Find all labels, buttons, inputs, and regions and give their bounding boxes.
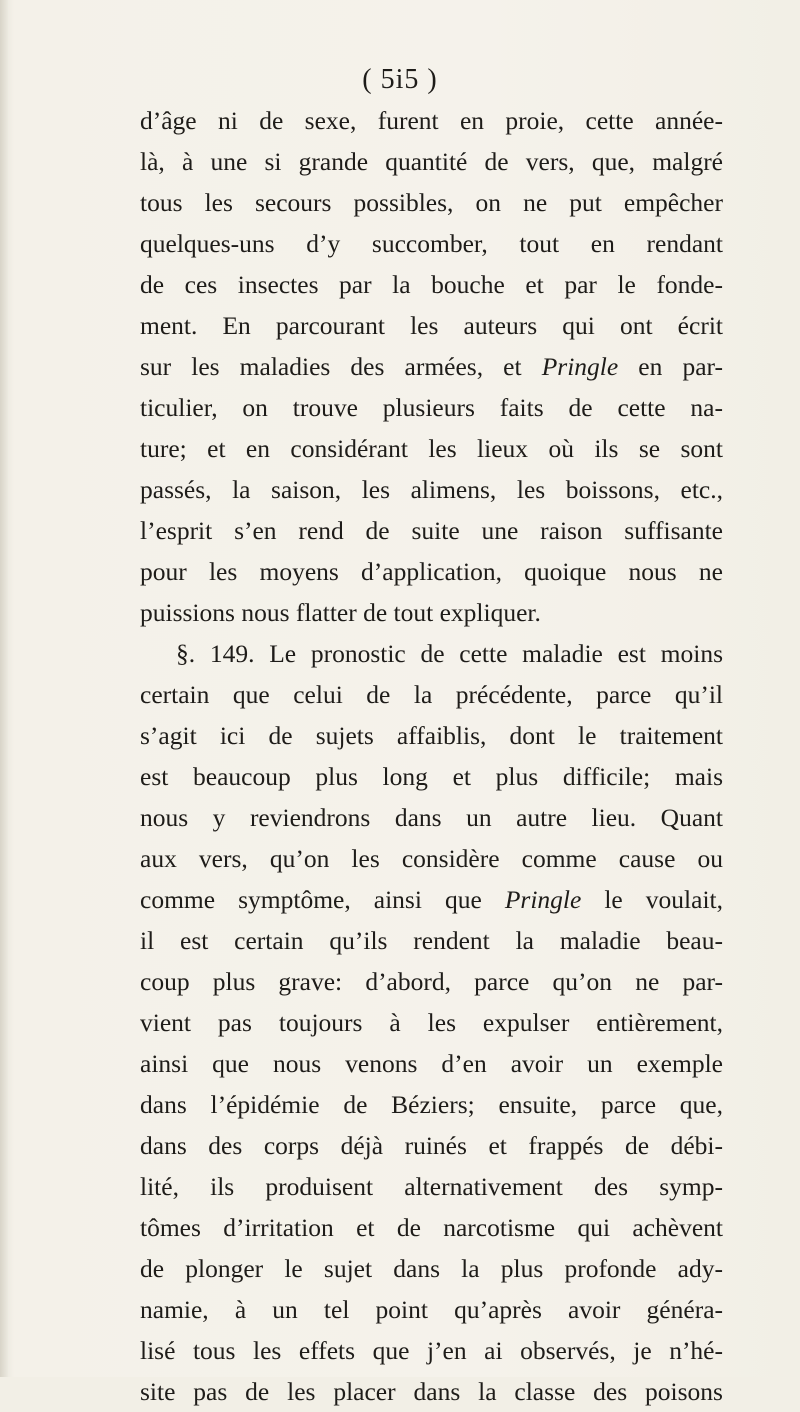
text-line: sur les maladies des armées, et Pringle en par- [140, 352, 723, 381]
text-line: l’esprit s’en rend de suite une raison suffisante [140, 516, 723, 545]
text-line: est beaucoup plus long et plus difficile; mais [140, 762, 723, 791]
text-line: site pas de les placer dans la classe des poisons [140, 1377, 723, 1406]
text-line: puissions nous flatter de tout expliquer. [140, 598, 541, 627]
text-line: d’âge ni de sexe, furent en proie, cette année- [140, 106, 723, 135]
text-line: tômes d’irritation et de narcotisme qui achèvent [140, 1213, 723, 1242]
text-line: quelques-uns d’y succomber, tout en rendant [140, 229, 723, 258]
text-line: de plonger le sujet dans la plus profonde ady- [140, 1254, 723, 1283]
text-line: pour les moyens d’application, quoique nous ne [140, 557, 723, 586]
text-line: coup plus grave: d’abord, parce qu’on ne par- [140, 967, 723, 996]
text-line: lité, ils produisent alternativement des symp- [140, 1172, 723, 1201]
text-line: dans des corps déjà ruinés et frappés de débi- [140, 1131, 723, 1160]
text-line: ainsi que nous venons d’en avoir un exemple [140, 1049, 723, 1078]
body-text [140, 100, 723, 1412]
text-line: namie, à un tel point qu’après avoir généra- [140, 1295, 723, 1324]
text-line: aux vers, qu’on les considère comme cause ou [140, 844, 723, 873]
text-line: dans l’épidémie de Béziers; ensuite, parce que, [140, 1090, 723, 1119]
text-line: nous y reviendrons dans un autre lieu. Quant [140, 803, 723, 832]
text-line: il est certain qu’ils rendent la maladie beau- [140, 926, 723, 955]
text-line: vient pas toujours à les expulser entièrement, [140, 1008, 723, 1037]
text-line: ticulier, on trouve plusieurs faits de cette na- [140, 393, 723, 422]
text-line: là, à une si grande quantité de vers, que, malgré [140, 147, 723, 176]
text-line: de ces insectes par la bouche et par le fonde- [140, 270, 723, 299]
text-line: §. 149. Le pronostic de cette maladie est moins [176, 639, 723, 668]
page-binding-edge [0, 0, 8, 1377]
text-line: certain que celui de la précédente, parce qu’il [140, 680, 723, 709]
text-line: tous les secours possibles, on ne put empêcher [140, 188, 723, 217]
text-line: s’agit ici de sujets affaiblis, dont le traitement [140, 721, 723, 750]
text-line: ture; et en considérant les lieux où ils se sont [140, 434, 723, 463]
page-number: ( 5i5 ) [362, 64, 438, 95]
text-line: lisé tous les effets que j’en ai observés, je n’hé- [140, 1336, 723, 1365]
text-line: comme symptôme, ainsi que Pringle le voulait, [140, 885, 723, 914]
text-line: passés, la saison, les alimens, les boissons, etc., [140, 475, 723, 504]
text-line: ment. En parcourant les auteurs qui ont écrit [140, 311, 723, 340]
